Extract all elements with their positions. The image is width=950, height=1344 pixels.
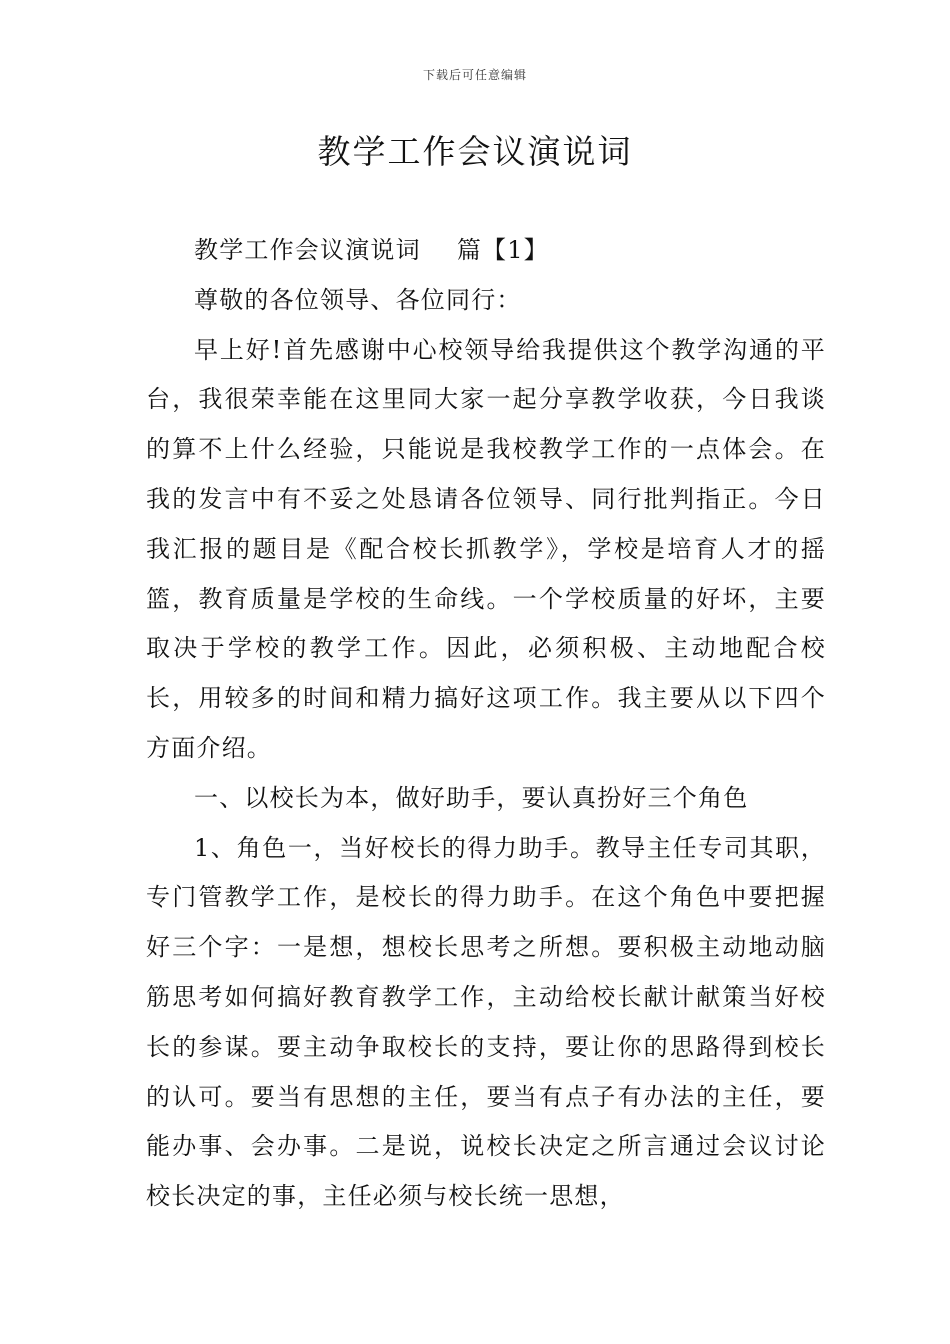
document-title: 教学工作会议演说词 bbox=[317, 132, 633, 171]
subtitle-part: 篇【1】 bbox=[456, 236, 549, 264]
role-one-paragraph: 1、角色一，当好校长的得力助手。教导主任专司其职，专门管教学工作，是校长的得力助手。在这个角色中要把握好三个字：一是想，想校长思考之所想。要积极主动地动脑筋思考如何搞好教育教学工作，主动给校长献计献策当好校长的参谋。要主动争取校长的支持，要让你的思路得到校长的认可。要当有思想的主任，要当有点子有办法的主任，要能办事、会办事。二是说，说校长决定之所言通过会议讨论校长决定的事，主任必须与校长统一思想， bbox=[146, 833, 826, 1211]
section-heading-paragraph: 一、以校长为本，做好助手，要认真扮好三个角色 bbox=[194, 783, 749, 812]
intro-paragraph: 早上好!首先感谢中心校领导给我提供这个教学沟通的平台，我很荣幸能在这里同大家一起分享教学收获，今日我谈的算不上什么经验，只能说是我校教学工作的一点体会。在我的发言中有不妥之处恳请各位领导、同行批判指正。今日我汇报的题目是《配合校长抓教学》，学校是培育人才的摇篮，教育质量是学校的生命线。一个学校质量的好坏，主要取决于学校的教学工作。因此，必须积极、主动地配合校长，用较多的时间和精力搞好这项工作。我主要从以下四个方面介绍。 bbox=[146, 335, 826, 762]
subtitle-main: 教学工作会议演说词 bbox=[194, 236, 421, 264]
section-subtitle bbox=[146, 226, 826, 276]
salutation-paragraph: 尊敬的各位领导、各位同行： bbox=[194, 285, 522, 314]
header-note: 下载后可任意编辑 bbox=[422, 68, 527, 82]
document-body bbox=[146, 226, 826, 1222]
